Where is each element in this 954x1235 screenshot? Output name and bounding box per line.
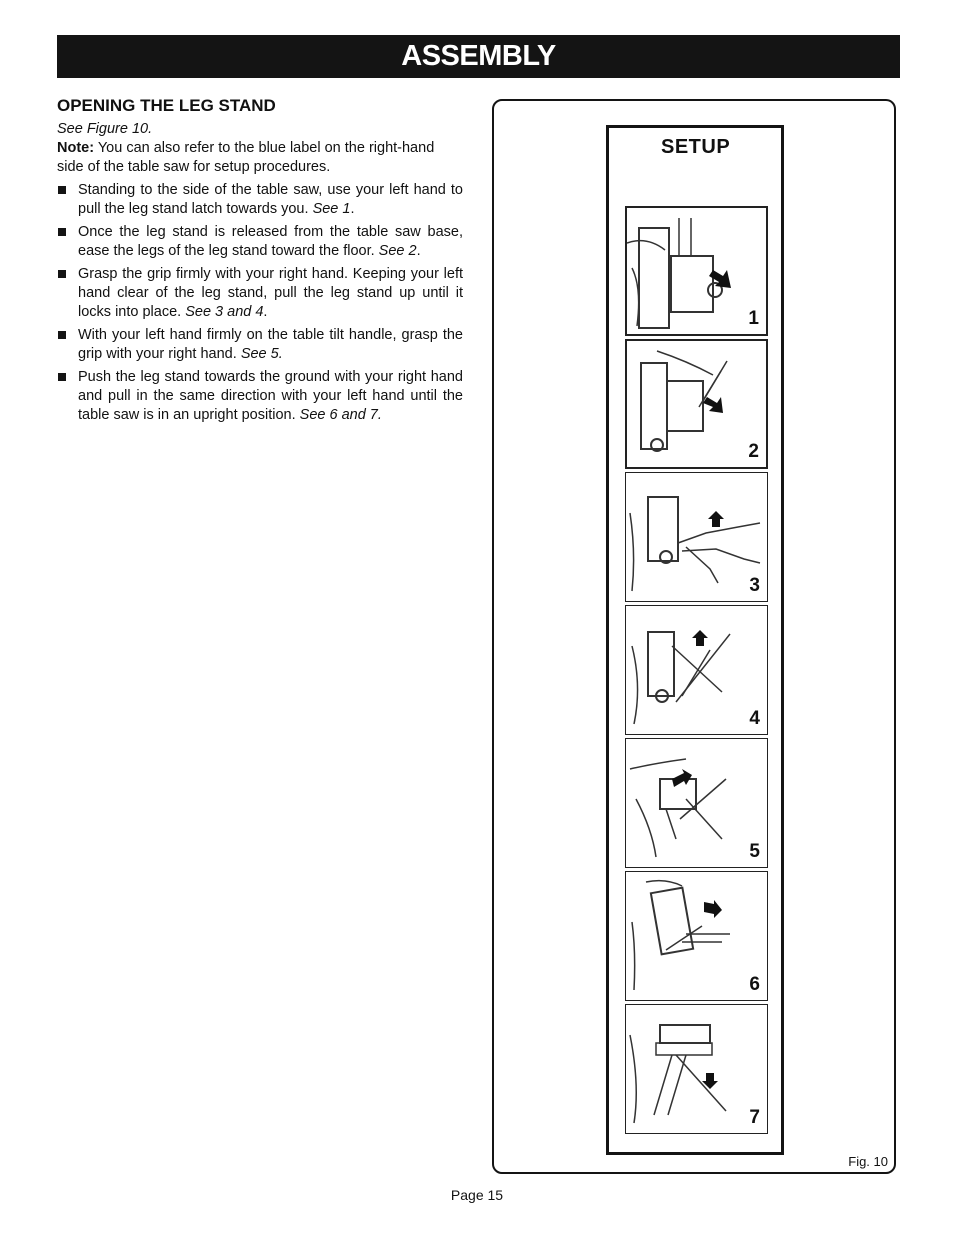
note-text: You can also refer to the blue label on the right-hand side of the table saw for setup procedures. [57, 140, 435, 175]
step-ref: See 3 and 4 [185, 304, 264, 320]
panel-number: 7 [749, 1107, 760, 1128]
setup-panel-2 [625, 339, 768, 469]
square-bullet-icon [58, 331, 66, 339]
square-bullet-icon [58, 186, 66, 194]
figure-caption: Fig. 10 [848, 1154, 888, 1169]
step-text: Push the leg stand towards the ground with your right hand and pull in the same direction with your left hand until the table saw is in an upright position. [78, 369, 463, 423]
setup-panel-1 [625, 206, 768, 336]
page-number: Page 15 [450, 1187, 504, 1203]
square-bullet-icon [58, 228, 66, 236]
arrow-right-up-icon [626, 739, 768, 868]
see-figure-ref: See Figure 10. [57, 121, 153, 137]
setup-panel-6 [625, 871, 768, 1001]
panel-number: 4 [749, 708, 760, 729]
step-ref: See 2 [378, 243, 417, 259]
panel-number: 1 [748, 308, 759, 329]
step-ref: See 6 and 7. [299, 407, 382, 423]
note [57, 139, 463, 177]
setup-panel-4 [625, 605, 768, 735]
arrow-right-down-icon [627, 208, 768, 336]
section-title: OPENING THE LEG STAND [57, 96, 276, 115]
setup-panel-5 [625, 738, 768, 868]
setup-label [606, 125, 784, 1155]
arrow-right-down-icon [626, 872, 768, 1001]
step-text: Grasp the grip firmly with your right hand. Keeping your left hand clear of the leg stand, pull the leg stand up until it locks into place. [78, 266, 463, 320]
page-header: ASSEMBLY [57, 35, 900, 78]
panel-number: 5 [749, 841, 760, 862]
list-item [57, 326, 463, 364]
step-end: . [263, 304, 268, 320]
arrow-up-icon [626, 606, 768, 735]
step-text: With your left hand firmly on the table tilt handle, grasp the grip with your right hand. [78, 327, 463, 362]
arrow-down-icon [626, 1005, 768, 1134]
setup-panel-3 [625, 472, 768, 602]
step-text: Once the leg stand is released from the table saw base, ease the legs of the leg stand toward the floor. [78, 224, 463, 259]
step-ref: See 1 [312, 201, 351, 217]
steps-list [57, 181, 463, 425]
arrow-right-down-icon [627, 341, 768, 469]
setup-title: SETUP [661, 136, 731, 158]
list-item [57, 181, 463, 219]
step-end: . [416, 243, 421, 259]
list-item [57, 265, 463, 322]
square-bullet-icon [58, 270, 66, 278]
instructions-column [57, 96, 463, 429]
step-ref: See 5. [240, 346, 283, 362]
list-item [57, 368, 463, 425]
step-end: . [350, 201, 355, 217]
step-text: Standing to the side of the table saw, use your left hand to pull the leg stand latch towards you. [78, 182, 463, 217]
panel-number: 6 [749, 974, 760, 995]
panel-number: 2 [748, 441, 759, 462]
square-bullet-icon [58, 373, 66, 381]
setup-panel-7 [625, 1004, 768, 1134]
arrow-up-icon [626, 473, 768, 602]
panel-number: 3 [749, 575, 760, 596]
list-item [57, 223, 463, 261]
note-label: Note: [57, 140, 95, 156]
